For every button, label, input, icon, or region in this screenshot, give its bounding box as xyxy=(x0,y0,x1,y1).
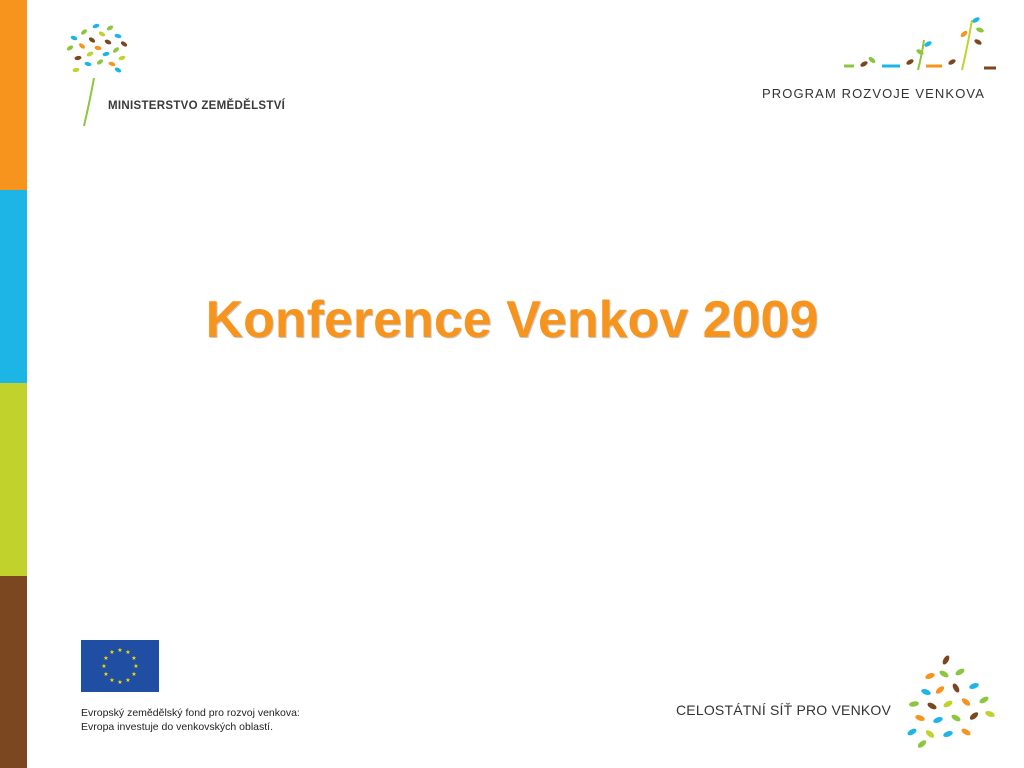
svg-text:★: ★ xyxy=(125,677,131,684)
ministry-name: MINISTERSTVO ZEMĚDĚLSTVÍ xyxy=(108,100,286,112)
side-stripe-orange xyxy=(0,0,27,190)
svg-text:★: ★ xyxy=(117,679,123,686)
svg-text:★: ★ xyxy=(131,655,137,662)
ministry-logo xyxy=(52,20,302,130)
svg-text:★: ★ xyxy=(125,649,131,656)
eu-flag-icon xyxy=(81,640,159,692)
slide-title: Konference Venkov 2009 xyxy=(205,291,819,349)
svg-text:★: ★ xyxy=(133,663,139,670)
svg-text:★: ★ xyxy=(103,655,109,662)
svg-text:★: ★ xyxy=(131,671,137,678)
eu-fund-line-2: Evropa investuje do venkovských oblastí. xyxy=(81,721,274,733)
side-stripe-brown xyxy=(0,576,27,768)
side-stripe-green xyxy=(0,383,27,576)
network-logo xyxy=(672,650,1002,750)
svg-text:★: ★ xyxy=(109,649,115,656)
network-name: CELOSTÁTNÍ SÍŤ PRO VENKOV xyxy=(676,702,892,718)
program-logo xyxy=(760,10,1000,110)
svg-text:★: ★ xyxy=(117,647,123,654)
side-stripe-blue xyxy=(0,190,27,383)
program-sprout-icon xyxy=(842,14,1000,76)
svg-text:★: ★ xyxy=(101,663,107,670)
svg-text:★: ★ xyxy=(109,677,115,684)
network-leaves-icon xyxy=(894,650,1000,750)
svg-text:★: ★ xyxy=(103,671,109,678)
eu-fund-text xyxy=(81,706,300,734)
program-name: PROGRAM ROZVOJE VENKOVA xyxy=(762,86,985,101)
eu-fund-line-1: Evropský zemědělský fond pro rozvoj venkova: xyxy=(81,707,300,719)
